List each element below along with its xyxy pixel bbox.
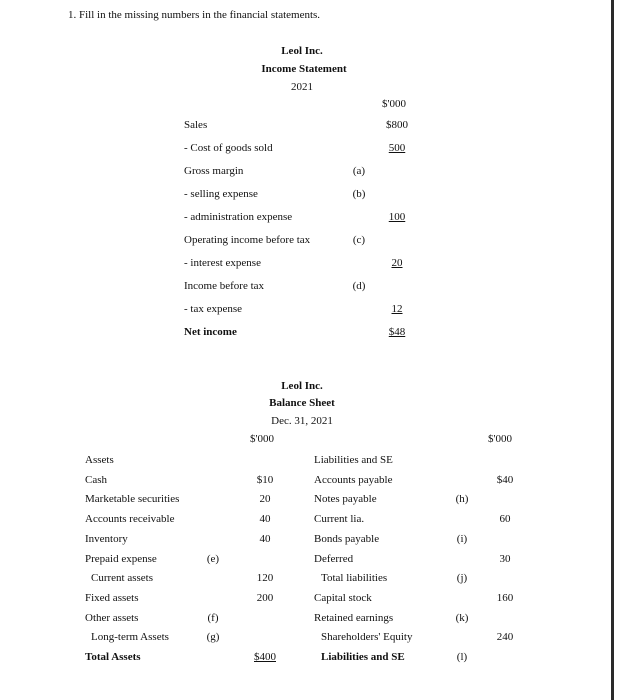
asset-row-value: 40 <box>259 513 271 526</box>
income-row-value: 20 <box>391 257 403 269</box>
income-row-label: - Cost of goods sold <box>184 142 273 154</box>
balance-unit-right: $'000 <box>488 433 512 445</box>
asset-row-value: 40 <box>259 532 271 545</box>
liability-row-label: Liabilities and SE <box>314 454 393 466</box>
asset-row-value: 200 <box>256 591 274 604</box>
balance-company: Leol Inc. <box>281 380 323 392</box>
asset-row-label: Cash <box>85 473 107 486</box>
income-row-label: - interest expense <box>184 257 261 269</box>
income-row-label: Sales <box>184 119 208 131</box>
asset-row-label: Total Assets <box>85 651 141 663</box>
income-row-label: Net income <box>184 326 237 338</box>
liability-row-value: 240 <box>496 631 514 644</box>
page-edge-line <box>611 0 614 700</box>
liability-row-label: Retained earnings <box>314 611 394 624</box>
asset-row-label: Marketable securities <box>85 493 180 506</box>
asset-row-label: Current assets <box>91 572 154 585</box>
liability-row-label: Shareholders' Equity <box>321 631 413 644</box>
question-text: 1. Fill in the missing numbers in the financial statements. <box>68 9 321 21</box>
income-row-blank: (b) <box>352 188 366 200</box>
income-row-value: 100 <box>388 211 406 223</box>
asset-row-label: Inventory <box>85 532 128 545</box>
asset-row-label: Fixed assets <box>85 591 139 604</box>
income-row-label: - administration expense <box>184 211 293 223</box>
liability-row-value: 30 <box>499 552 511 565</box>
income-row-label: - tax expense <box>184 303 243 315</box>
liability-row-blank: (i) <box>456 532 468 545</box>
liability-row-value: 60 <box>499 513 511 526</box>
income-row-label: Gross margin <box>184 165 244 177</box>
liability-row-value: $40 <box>496 473 514 486</box>
liability-row-label: Bonds payable <box>314 532 380 545</box>
income-title: Income Statement <box>261 63 347 75</box>
income-row-label: Income before tax <box>184 280 265 292</box>
liability-row-label: Deferred <box>314 552 354 565</box>
income-row-blank: (d) <box>352 280 366 292</box>
liability-row-blank: (k) <box>455 611 469 624</box>
liability-row-label: Liabilities and SE <box>321 651 405 663</box>
income-row-value: $48 <box>388 326 406 338</box>
income-row-label: Operating income before tax <box>184 234 311 246</box>
balance-title: Balance Sheet <box>269 397 335 409</box>
liability-row-blank: (j) <box>456 572 468 585</box>
asset-row-blank: (g) <box>206 631 220 644</box>
income-row-value: 500 <box>388 142 406 154</box>
asset-row-value: $10 <box>256 473 274 486</box>
liability-row-value: 160 <box>496 591 514 604</box>
liability-row-label: Current lia. <box>314 513 365 526</box>
liability-row-blank: (h) <box>455 493 469 506</box>
asset-row-blank: (f) <box>207 611 219 624</box>
liability-row-label: Total liabilities <box>321 572 388 585</box>
income-row-blank: (a) <box>352 165 366 177</box>
balance-date: Dec. 31, 2021 <box>271 415 333 427</box>
asset-row-label: Prepaid expense <box>85 552 157 565</box>
liability-row-label: Accounts payable <box>314 473 393 486</box>
income-year: 2021 <box>291 81 313 93</box>
asset-row-blank: (e) <box>206 552 220 565</box>
income-row-value: $800 <box>386 119 408 131</box>
asset-row-label: Accounts receivable <box>85 513 175 526</box>
liability-row-blank: (l) <box>456 651 468 663</box>
income-company: Leol Inc. <box>281 45 323 57</box>
income-row-label: - selling expense <box>184 188 258 200</box>
income-row-blank: (c) <box>352 234 366 246</box>
asset-row-value: 120 <box>256 572 274 585</box>
asset-row-value: $400 <box>254 651 276 663</box>
asset-row-value: 20 <box>259 493 271 506</box>
liability-row-label: Notes payable <box>314 493 377 506</box>
asset-row-label: Long-term Assets <box>91 631 169 644</box>
income-row-value: 12 <box>391 303 403 315</box>
balance-unit-left: $'000 <box>250 433 274 445</box>
asset-row-label: Assets <box>85 454 114 466</box>
income-unit: $'000 <box>382 98 406 110</box>
asset-row-label: Other assets <box>85 611 139 624</box>
liability-row-label: Capital stock <box>314 591 372 604</box>
